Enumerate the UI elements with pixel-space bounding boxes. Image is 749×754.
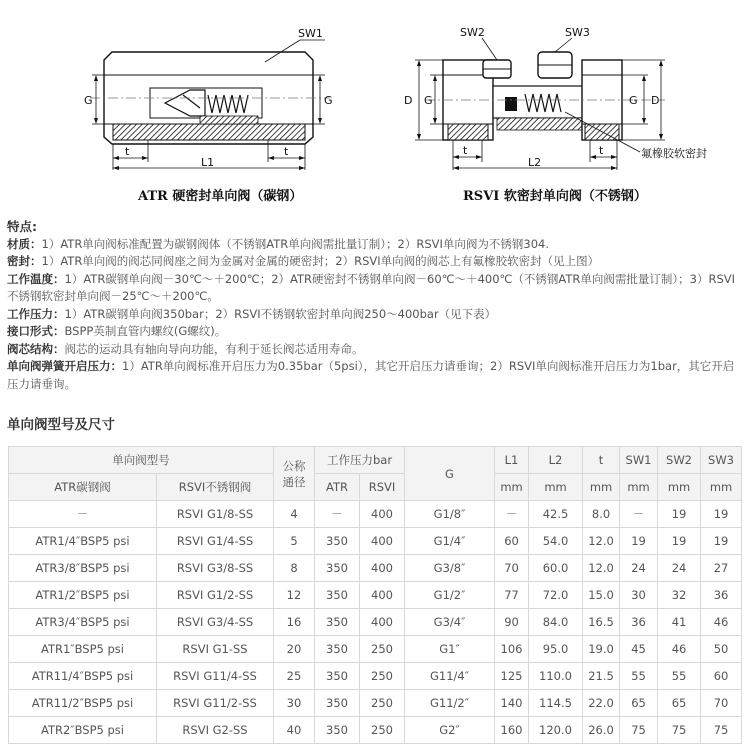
label-t4: t bbox=[599, 144, 604, 157]
cell-rsvi-model: RSVI G2-SS bbox=[157, 717, 274, 744]
label-g2-right: G bbox=[629, 94, 638, 107]
cell-l2: 84.0 bbox=[529, 609, 583, 636]
features-section bbox=[7, 218, 743, 393]
cell-t: 12.0 bbox=[583, 528, 620, 555]
table-row bbox=[9, 501, 742, 528]
label-t3: t bbox=[463, 144, 468, 157]
th-l2: L2 bbox=[529, 447, 583, 474]
label-g2-left: G bbox=[424, 94, 433, 107]
cell-l1: 60 bbox=[495, 528, 529, 555]
cell-nominal: 8 bbox=[274, 555, 315, 582]
table-row bbox=[9, 528, 742, 555]
cell-rsvi-model: RSVI G1/4-SS bbox=[157, 528, 274, 555]
label-sw3: SW3 bbox=[565, 26, 590, 39]
cell-p-atr: 350 bbox=[315, 555, 360, 582]
cell-nominal: 16 bbox=[274, 609, 315, 636]
th-l1: L1 bbox=[495, 447, 529, 474]
th-sw1: SW1 bbox=[620, 447, 658, 474]
feature-label: 密封： bbox=[7, 254, 42, 268]
cell-p-rsvi: 250 bbox=[360, 636, 405, 663]
label-g-left: G bbox=[84, 94, 93, 107]
cell-p-rsvi: 400 bbox=[360, 501, 405, 528]
cell-rsvi-model: RSVI G1/8-SS bbox=[157, 501, 274, 528]
feature-text: 1）ATR单向阀标准开启压力为0.35bar（5psi），其它开启压力请垂询；2）RSVI单向阀标准开启压力为1bar，其它开启压力请垂询。 bbox=[7, 359, 735, 391]
th-nominal: 公称通径 bbox=[274, 447, 315, 501]
cell-sw2: 65 bbox=[658, 690, 701, 717]
cell-t: 8.0 bbox=[583, 501, 620, 528]
table-row bbox=[9, 609, 742, 636]
th-atr-model: ATR碳钢阀 bbox=[9, 474, 157, 501]
table-row bbox=[9, 636, 742, 663]
cell-l1: 106 bbox=[495, 636, 529, 663]
cell-t: 16.5 bbox=[583, 609, 620, 636]
cell-atr-model: ATR2″BSP5 psi bbox=[9, 717, 157, 744]
label-l1: L1 bbox=[201, 156, 215, 169]
table-row bbox=[9, 717, 742, 744]
feature-connection bbox=[7, 323, 743, 341]
th-unit-l2: mm bbox=[529, 474, 583, 501]
cell-nominal: 25 bbox=[274, 663, 315, 690]
caption-rsvi: RSVI 软密封单向阀（不锈钢） bbox=[463, 189, 647, 204]
feature-text: BSPP英制直管内螺纹(G螺纹)。 bbox=[64, 324, 227, 338]
cell-rsvi-model: RSVI G3/8-SS bbox=[157, 555, 274, 582]
cell-sw2: 41 bbox=[658, 609, 701, 636]
th-model: 单向阀型号 bbox=[9, 447, 274, 474]
cell-sw1: － bbox=[620, 501, 658, 528]
cell-sw1: 30 bbox=[620, 582, 658, 609]
cell-l2: 114.5 bbox=[529, 690, 583, 717]
th-p-atr: ATR bbox=[315, 474, 360, 501]
features-heading: 特点: bbox=[7, 219, 37, 234]
rsvi-valve-drawing bbox=[415, 38, 665, 170]
cell-sw1: 55 bbox=[620, 663, 658, 690]
th-p-rsvi: RSVI bbox=[360, 474, 405, 501]
cell-p-atr: 350 bbox=[315, 690, 360, 717]
cell-l1: 90 bbox=[495, 609, 529, 636]
th-unit-sw2: mm bbox=[658, 474, 701, 501]
label-g-right: G bbox=[324, 94, 333, 107]
feature-material bbox=[7, 236, 743, 254]
cell-sw3: 27 bbox=[701, 555, 742, 582]
cell-sw3: 46 bbox=[701, 609, 742, 636]
th-unit-sw3: mm bbox=[701, 474, 742, 501]
cell-rsvi-model: RSVI G1/2-SS bbox=[157, 582, 274, 609]
cell-nominal: 12 bbox=[274, 582, 315, 609]
cell-sw1: 45 bbox=[620, 636, 658, 663]
cell-l1: 160 bbox=[495, 717, 529, 744]
feature-temperature bbox=[7, 271, 743, 306]
cell-atr-model: ATR11/2″BSP5 psi bbox=[9, 690, 157, 717]
spec-table bbox=[8, 446, 742, 744]
cell-sw3: 19 bbox=[701, 528, 742, 555]
cell-rsvi-model: RSVI G11/2-SS bbox=[157, 690, 274, 717]
cell-g: G1/2″ bbox=[405, 582, 495, 609]
feature-label: 工作压力： bbox=[7, 306, 65, 321]
cell-atr-model: ATR1/4″BSP5 psi bbox=[9, 528, 157, 555]
cell-sw3: 60 bbox=[701, 663, 742, 690]
cell-p-atr: 350 bbox=[315, 609, 360, 636]
th-unit-l1: mm bbox=[495, 474, 529, 501]
cell-l1: － bbox=[495, 501, 529, 528]
cell-nominal: 20 bbox=[274, 636, 315, 663]
cell-atr-model: ATR1/2″BSP5 psi bbox=[9, 582, 157, 609]
cell-l2: 120.0 bbox=[529, 717, 583, 744]
feature-label: 工作温度： bbox=[7, 271, 65, 286]
cell-sw1: 65 bbox=[620, 690, 658, 717]
cell-nominal: 5 bbox=[274, 528, 315, 555]
cell-atr-model: ATR11/4″BSP5 psi bbox=[9, 663, 157, 690]
th-t: t bbox=[583, 447, 620, 474]
th-pressure: 工作压力bar bbox=[315, 447, 405, 474]
cell-rsvi-model: RSVI G11/4-SS bbox=[157, 663, 274, 690]
th-g: G bbox=[405, 447, 495, 501]
cell-p-atr: 350 bbox=[315, 717, 360, 744]
feature-text: 1）ATR单向阀标准配置为碳钢阀体（不锈钢ATR单向阀需批量订制）；2）RSVI单向阀为不锈钢304. bbox=[41, 236, 550, 251]
cell-l1: 125 bbox=[495, 663, 529, 690]
feature-label: 阀芯结构： bbox=[7, 341, 65, 356]
label-l2: L2 bbox=[528, 156, 542, 169]
cell-g: G11/2″ bbox=[405, 690, 495, 717]
table-row bbox=[9, 555, 742, 582]
cell-sw1: 24 bbox=[620, 555, 658, 582]
cell-p-atr: － bbox=[315, 501, 360, 528]
cell-l2: 72.0 bbox=[529, 582, 583, 609]
cell-sw2: 19 bbox=[658, 501, 701, 528]
cell-p-rsvi: 250 bbox=[360, 663, 405, 690]
cell-t: 21.5 bbox=[583, 663, 620, 690]
th-sw2: SW2 bbox=[658, 447, 701, 474]
cell-l2: 60.0 bbox=[529, 555, 583, 582]
cell-sw1: 19 bbox=[620, 528, 658, 555]
cell-l1: 77 bbox=[495, 582, 529, 609]
cell-sw3: 75 bbox=[701, 717, 742, 744]
cell-rsvi-model: RSVI G1-SS bbox=[157, 636, 274, 663]
cell-p-rsvi: 400 bbox=[360, 609, 405, 636]
table-row bbox=[9, 582, 742, 609]
cell-sw2: 46 bbox=[658, 636, 701, 663]
cell-rsvi-model: RSVI G3/4-SS bbox=[157, 609, 274, 636]
label-t1: t bbox=[125, 145, 130, 158]
table-body bbox=[9, 501, 742, 744]
cell-sw1: 36 bbox=[620, 609, 658, 636]
table-row bbox=[9, 663, 742, 690]
cell-g: G3/4″ bbox=[405, 609, 495, 636]
cell-l2: 54.0 bbox=[529, 528, 583, 555]
cell-g: G11/4″ bbox=[405, 663, 495, 690]
cell-t: 22.0 bbox=[583, 690, 620, 717]
feature-text: 1）ATR单向阀的阀芯同阀座之间为金属对金属的硬密封；2）RSVI单向阀的阀芯上有氟橡胶软密封（见上图） bbox=[41, 254, 600, 268]
cell-l1: 140 bbox=[495, 690, 529, 717]
feature-spring bbox=[7, 358, 743, 393]
cell-l2: 95.0 bbox=[529, 636, 583, 663]
cell-nominal: 40 bbox=[274, 717, 315, 744]
cell-nominal: 30 bbox=[274, 690, 315, 717]
cell-p-rsvi: 400 bbox=[360, 582, 405, 609]
cell-sw1: 75 bbox=[620, 717, 658, 744]
th-sw3: SW3 bbox=[701, 447, 742, 474]
cell-sw2: 24 bbox=[658, 555, 701, 582]
feature-label: 接口形式： bbox=[7, 324, 65, 338]
th-rsvi-model: RSVI不锈钢阀 bbox=[157, 474, 274, 501]
cell-g: G1″ bbox=[405, 636, 495, 663]
cell-atr-model: － bbox=[9, 501, 157, 528]
feature-text: 1）ATR碳钢单向阀－30℃～＋200℃；2）ATR硬密封不锈钢单向阀－60℃～＋400℃（不锈钢ATR单向阀需批量订制）；3）RSVI不锈钢软密封单向阀－25℃～＋200℃。 bbox=[7, 271, 736, 303]
th-unit-t: mm bbox=[583, 474, 620, 501]
label-seal: 氟橡胶软密封 bbox=[641, 147, 707, 160]
cell-atr-model: ATR1″BSP5 psi bbox=[9, 636, 157, 663]
cell-p-atr: 350 bbox=[315, 663, 360, 690]
cell-g: G3/8″ bbox=[405, 555, 495, 582]
table-subheader-row bbox=[9, 474, 742, 501]
cell-sw3: 19 bbox=[701, 501, 742, 528]
label-sw1: SW1 bbox=[298, 27, 323, 40]
feature-text: 阀芯的运动具有轴向导向功能，有利于延长阀芯适用寿命。 bbox=[64, 341, 364, 356]
cell-p-atr: 350 bbox=[315, 582, 360, 609]
feature-label: 材质： bbox=[7, 236, 42, 251]
label-d-right: D bbox=[651, 94, 660, 107]
cell-nominal: 4 bbox=[274, 501, 315, 528]
table-header-row bbox=[9, 447, 742, 474]
table-row bbox=[9, 690, 742, 717]
feature-seal bbox=[7, 253, 743, 271]
label-d-left: D bbox=[404, 94, 413, 107]
feature-core bbox=[7, 341, 743, 359]
table-title: 单向阀型号及尺寸 bbox=[7, 417, 115, 433]
cell-sw2: 32 bbox=[658, 582, 701, 609]
th-unit-sw1: mm bbox=[620, 474, 658, 501]
cell-t: 19.0 bbox=[583, 636, 620, 663]
cell-sw3: 50 bbox=[701, 636, 742, 663]
label-sw2: SW2 bbox=[460, 26, 485, 39]
feature-pressure bbox=[7, 306, 743, 324]
cell-t: 12.0 bbox=[583, 555, 620, 582]
cell-p-rsvi: 250 bbox=[360, 690, 405, 717]
valve-diagrams bbox=[0, 0, 749, 215]
cell-l2: 110.0 bbox=[529, 663, 583, 690]
cell-t: 15.0 bbox=[583, 582, 620, 609]
cell-p-atr: 350 bbox=[315, 636, 360, 663]
cell-l2: 42.5 bbox=[529, 501, 583, 528]
label-t2: t bbox=[284, 145, 289, 158]
cell-sw2: 19 bbox=[658, 528, 701, 555]
cell-sw3: 70 bbox=[701, 690, 742, 717]
cell-p-rsvi: 400 bbox=[360, 555, 405, 582]
cell-p-rsvi: 400 bbox=[360, 528, 405, 555]
caption-atr: ATR 硬密封单向阀（碳钢） bbox=[138, 189, 303, 204]
cell-atr-model: ATR3/8″BSP5 psi bbox=[9, 555, 157, 582]
feature-label: 单向阀弹簧开启压力： bbox=[7, 359, 122, 373]
cell-g: G1/4″ bbox=[405, 528, 495, 555]
cell-atr-model: ATR3/4″BSP5 psi bbox=[9, 609, 157, 636]
cell-g: G1/8″ bbox=[405, 501, 495, 528]
cell-l1: 70 bbox=[495, 555, 529, 582]
cell-p-rsvi: 250 bbox=[360, 717, 405, 744]
cell-p-atr: 350 bbox=[315, 528, 360, 555]
cell-t: 26.0 bbox=[583, 717, 620, 744]
cell-sw2: 55 bbox=[658, 663, 701, 690]
cell-g: G2″ bbox=[405, 717, 495, 744]
cell-sw3: 36 bbox=[701, 582, 742, 609]
cell-sw2: 75 bbox=[658, 717, 701, 744]
feature-text: 1）ATR碳钢单向阀350bar；2）RSVI不锈钢软密封单向阀250～400bar（见下表） bbox=[64, 306, 497, 321]
